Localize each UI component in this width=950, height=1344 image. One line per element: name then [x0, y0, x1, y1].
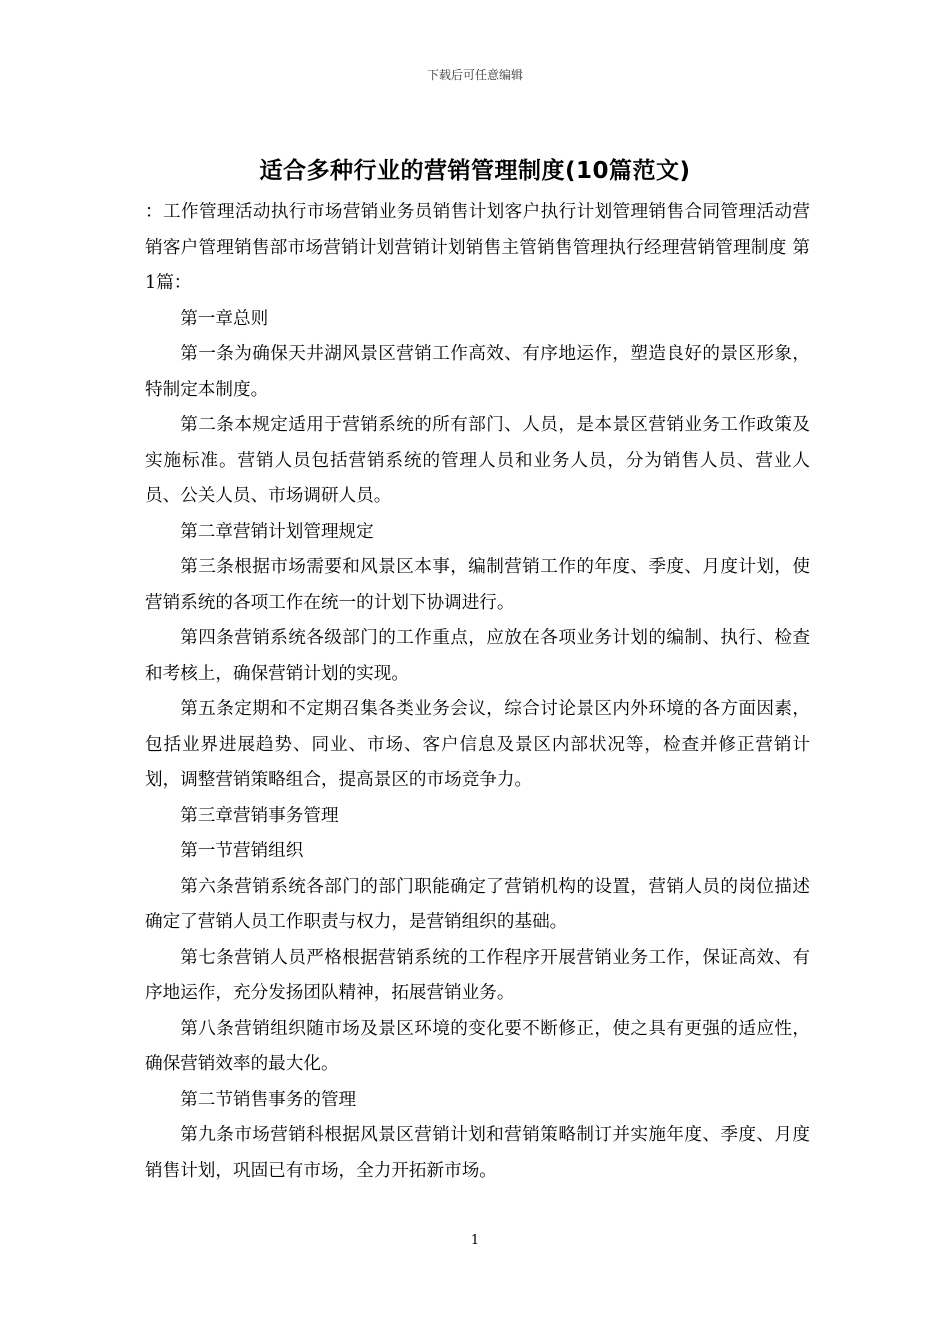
- article-paragraph: 第七条营销人员严格根据营销系统的工作程序开展营销业务工作，保证高效、有序地运作，充分发扬团队精神，拓展营销业务。: [145, 947, 810, 1003]
- article-paragraph: 第四条营销系统各级部门的工作重点，应放在各项业务计划的编制、执行、检查和考核上，确保营销计划的实现。: [145, 628, 810, 684]
- article-paragraph: 第三条根据市场需要和风景区本事，编制营销工作的年度、季度、月度计划，使营销系统的各项工作在统一的计划下协调进行。: [145, 557, 810, 613]
- article-paragraph: 第二条本规定适用于营销系统的所有部门、人员，是本景区营销业务工作政策及实施标准。营销人员包括营销系统的管理人员和业务人员，分为销售人员、营业人员、公关人员、市场调研人员。: [145, 415, 810, 506]
- section-heading: 第一节营销组织: [180, 841, 304, 861]
- chapter-heading: 第三章营销事务管理: [180, 805, 339, 826]
- article-paragraph: 第五条定期和不定期召集各类业务会议，综合讨论景区内外环境的各方面因素，包括业界进展趋势、同业、市场、客户信息及景区内部状况等，检查并修正营销计划，调整营销策略组合，提高景区的市场竞争力。: [145, 699, 810, 790]
- article-paragraph: 第八条营销组织随市场及景区环境的变化要不断修正，使之具有更强的适应性，确保营销效率的最大化。: [145, 1018, 810, 1074]
- article-paragraph: 第一条为确保天井湖风景区营销工作高效、有序地运作，塑造良好的景区形象，特制定本制度。: [145, 344, 810, 400]
- page-number: 1: [470, 1233, 480, 1248]
- document-body: [145, 195, 810, 1189]
- page-header: 下载后可任意编辑: [426, 68, 523, 82]
- keywords-paragraph: ：工作管理活动执行市场营销业务员销售计划客户执行计划管理销售合同管理活动营销客户管理销售部市场营销计划营销计划销售主管销售管理执行经理营销管理制度 第1篇：: [145, 202, 810, 293]
- article-paragraph: 第九条市场营销科根据风景区营销计划和营销策略制订并实施年度、季度、月度销售计划，巩固已有市场，全力开拓新市场。: [145, 1125, 810, 1181]
- article-paragraph: 第六条营销系统各部门的部门职能确定了营销机构的设置，营销人员的岗位描述确定了营销人员工作职责与权力，是营销组织的基础。: [145, 876, 810, 932]
- chapter-heading: 第一章总则: [180, 308, 269, 329]
- chapter-heading: 第二章营销计划管理规定: [180, 521, 374, 542]
- document-title: 适合多种行业的营销管理制度(10篇范文): [259, 158, 691, 184]
- section-heading: 第二节销售事务的管理: [180, 1089, 357, 1110]
